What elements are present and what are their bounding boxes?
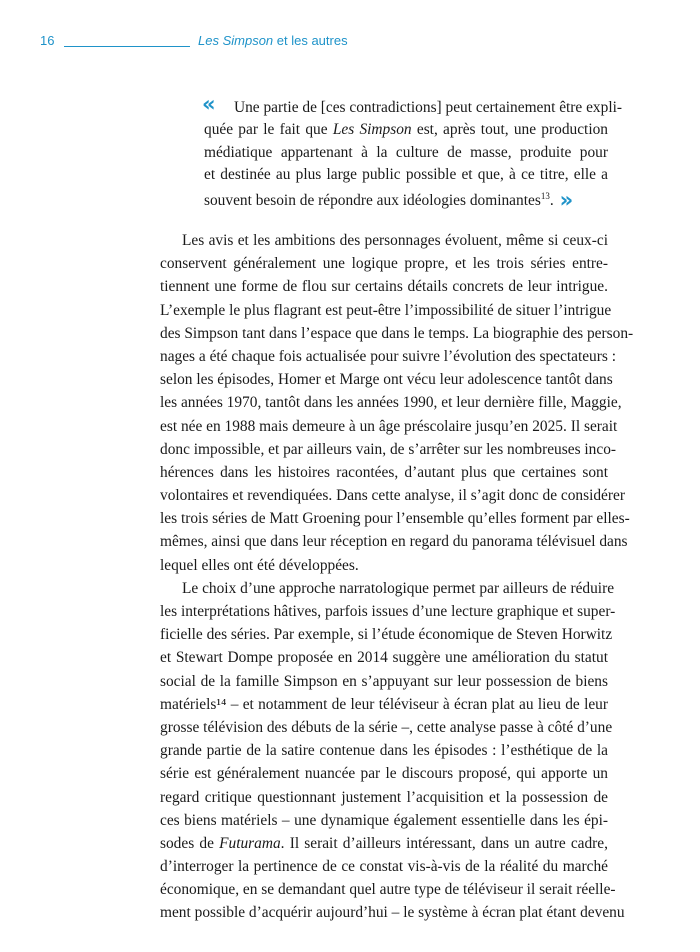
open-guillemet-icon: « [202, 92, 216, 116]
block-quote [202, 92, 623, 212]
body-line: mêmes, ainsi que dans leur réception en regard du panorama télévisuel dans [160, 533, 628, 551]
body-line: donc impossible, et par ailleurs vain, de s’arrêter sur les nombreuses inco- [160, 440, 617, 458]
close-guillemet-icon: » [559, 187, 574, 212]
page-number: 16 [40, 33, 55, 48]
body-line: conservent généralement une logique propre, et les trois séries entre- [160, 255, 608, 273]
body-line: grande partie de la satire contenue dans les épisodes : l’esthétique de la [160, 742, 608, 760]
body-line: Le choix d’une approche narratologique permet par ailleurs de réduire [182, 579, 615, 597]
footnote-ref-13[interactable]: 13 [540, 190, 550, 201]
quote-line: et destinée au plus large public possible et que, à ce titre, elle a [204, 166, 608, 184]
body-line: volontaires et revendiquées. Dans cette analyse, il s’agit donc de considérer [160, 487, 625, 505]
body-line: regard critique questionnant justement l’acquisition et la possession de [160, 788, 608, 806]
running-title [198, 33, 348, 48]
body-line: des Simpson tant dans l’espace que dans le temps. La biographie des person- [160, 324, 634, 342]
body-line: est née en 1988 mais demeure à un âge préscolaire jusqu’en 2025. Il serait [160, 417, 618, 435]
body-line: matériels¹⁴ – et notamment de leur téléviseur à écran plat au lieu de leur [160, 695, 608, 713]
quote-last-text: souvent besoin de répondre aux idéologies dominantes [204, 191, 541, 209]
body-line: d’interroger la pertinence de ce constat vis-à-vis de la réalité du marché [160, 858, 608, 876]
body-line: nages a été chaque fois actualisée pour suivre l’évolution des spectateurs : [160, 347, 616, 365]
body-line: ficielle des séries. Par exemple, si l’étude économique de Steven Horwitz [160, 626, 613, 644]
running-title-rest: et les autres [273, 33, 348, 48]
quote-last-end: . [549, 191, 554, 209]
running-header [40, 33, 348, 53]
body-line: sodes de Futurama. Il serait d’ailleurs intéressant, dans un autre cadre, [160, 834, 608, 852]
body-line: social de la famille Simpson en s’appuyant sur leur possession de biens [160, 672, 608, 690]
body-line: série est généralement nuancée par le discours proposé, qui apporte un [160, 765, 608, 783]
body-line: les trois séries de Matt Groening pour l’ensemble qu’elles forment par elles- [160, 510, 630, 528]
body-line: L’exemple le plus flagrant est peut-être l’impossibilité de situer l’intrigue [160, 301, 612, 319]
body-text [160, 229, 634, 925]
running-title-italic: Les Simpson [198, 33, 274, 48]
body-line: lequel elles ont été développées. [160, 556, 359, 574]
quote-line: quée par le fait que Les Simpson est, après tout, une production [204, 121, 608, 139]
header-rule [64, 46, 190, 47]
body-line: ces biens matériels – une dynamique également essentielle dans les épi- [160, 811, 608, 829]
quote-line: Une partie de [ces contradictions] peut certainement être expli- [234, 99, 623, 116]
body-line: selon les épisodes, Homer et Marge ont vécu leur adolescence tantôt dans [160, 371, 613, 389]
quote-line-last [204, 187, 608, 212]
body-line: et Stewart Dompe proposée en 2014 suggère une amélioration du statut [160, 649, 608, 667]
body-line: tiennent une forme de flou sur certains détails concrets de leur intrigue. [160, 278, 608, 296]
body-line: ment possible d’acquérir aujourd’hui – le système à écran plat étant devenu [160, 904, 625, 922]
body-line: économique, en se demandant quel autre type de téléviseur il serait réelle- [160, 881, 616, 899]
body-line: hérences dans les histoires racontées, d’autant plus que certaines sont [160, 463, 608, 481]
body-line: Les avis et les ambitions des personnages évoluent, même si ceux-ci [182, 232, 608, 249]
body-line: les interprétations hâtives, parfois issues d’une lecture graphique et super- [160, 603, 616, 620]
body-line: grosse télévision des débuts de la série –, cette analyse passe à côté d’une [160, 718, 613, 736]
body-line: les années 1970, tantôt dans les années 1990, et leur dernière fille, Maggie, [160, 394, 622, 412]
quote-line: médiatique appartenant à la culture de masse, produite pour [204, 143, 608, 161]
